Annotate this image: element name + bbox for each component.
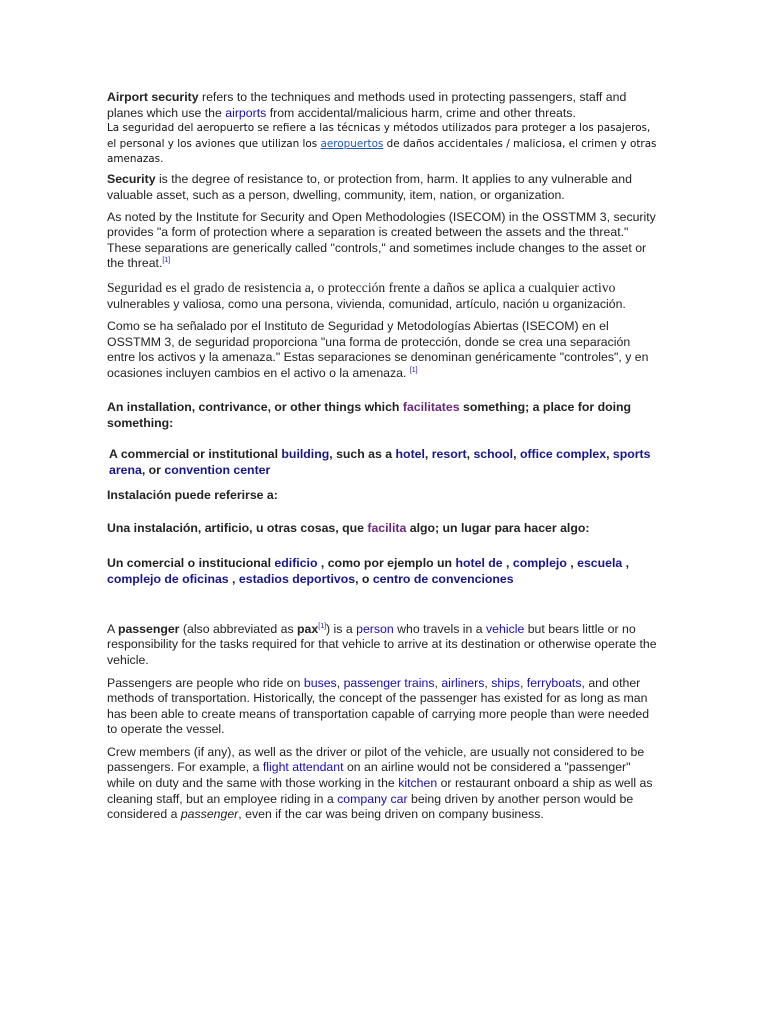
- text: ,: [622, 555, 630, 570]
- text: refers to the techniques and methods used in protecting passengers, staff and planes which use the: [107, 90, 627, 120]
- text: La seguridad del aeropuerto se refiere a las técnicas y métodos utilizados para proteger a los pasajeros, el personal y los aviones que utilizan los: [107, 122, 651, 150]
- emphasis-passenger: passenger: [180, 807, 239, 822]
- link-vehicle[interactable]: vehicle: [486, 621, 525, 636]
- link-flight-attendant[interactable]: flight attendant: [262, 760, 344, 775]
- text: , or: [141, 462, 165, 477]
- link-school[interactable]: school: [473, 446, 514, 461]
- paragraph-seguridad-aeropuerto: [107, 121, 659, 167]
- footnote-ref[interactable]: [1]: [409, 366, 418, 374]
- paragraph-airport-security: [107, 90, 659, 121]
- text: de daños accidentales / maliciosa, el crimen y otras amenazas.: [107, 137, 657, 165]
- text: ,: [336, 675, 344, 690]
- text: An installation, contrivance, or other things which: [107, 399, 403, 414]
- link-office-complex[interactable]: office complex: [519, 446, 607, 461]
- text: ) is a: [326, 621, 357, 636]
- link-buses[interactable]: buses: [303, 675, 337, 690]
- link-airliners[interactable]: airliners: [441, 675, 485, 690]
- link-ferryboats[interactable]: ferryboats: [526, 675, 582, 690]
- text: ,: [606, 446, 613, 461]
- link-complejo[interactable]: complejo: [512, 555, 567, 570]
- paragraph-seguridad: [107, 280, 659, 312]
- text: A commercial or institutional: [109, 446, 282, 461]
- text: on an airline would not be considered a "passenger" while on duty and the same with those working in the: [107, 760, 631, 791]
- text: , and other methods of transportation. Historically, the concept of the passenger has existed for as long as man has been able to create means of transportation capable of carrying more people than were needed to operate the vessel.: [107, 675, 650, 737]
- text: ,: [228, 571, 239, 586]
- paragraph-isecom-es: [107, 319, 659, 381]
- paragraph-isecom: [107, 210, 659, 272]
- text: but bears little or no responsibility for the tasks required for that vehicle to arrive at its destination or otherwise operate the vehicle.: [107, 621, 657, 667]
- text: (also abbreviated as: [179, 621, 298, 636]
- text: Un comercial o institucional: [107, 555, 275, 570]
- link-ships[interactable]: ships: [491, 675, 520, 690]
- paragraph-passengers-ride: [107, 676, 659, 738]
- link-facilitates[interactable]: facilitates: [402, 399, 460, 414]
- link-person[interactable]: person: [356, 621, 394, 636]
- footnote-ref[interactable]: [1]: [162, 257, 171, 265]
- text: ,: [566, 555, 578, 570]
- term-pax: pax: [297, 621, 319, 636]
- link-escuela[interactable]: escuela: [577, 555, 623, 570]
- text: is the degree of resistance to, or protection from, harm. It applies to any vulnerable and valuable asset, such as a person, dwelling, community, item, nation, or organization.: [107, 172, 632, 202]
- serif-lead-text: Seguridad es el grado de resistencia a, o protección frente a daños se aplica a cualquier activo: [107, 279, 616, 295]
- heading-installation: [107, 399, 659, 431]
- link-kitchen[interactable]: kitchen: [398, 776, 438, 791]
- text: ,: [484, 675, 492, 690]
- link-centro-de-convenciones[interactable]: centro de convenciones: [372, 571, 514, 586]
- text: something; a place for doing something:: [107, 399, 632, 430]
- text: , such as a: [329, 446, 396, 461]
- text: or restaurant onboard a ship as well as cleaning staff, but an employee riding in a: [107, 776, 653, 806]
- link-facilita[interactable]: facilita: [367, 521, 407, 536]
- paragraph-security: [107, 172, 659, 203]
- paragraph-passenger: [107, 622, 659, 669]
- footnote-ref[interactable]: [1]: [318, 622, 327, 630]
- text: ,: [466, 446, 474, 461]
- text: A: [107, 621, 118, 636]
- text: ,: [434, 675, 442, 690]
- text: who travels in a: [393, 621, 487, 636]
- heading-un-comercial: [107, 555, 659, 587]
- link-hotel[interactable]: hotel: [395, 446, 425, 461]
- text: , o: [355, 571, 373, 586]
- link-complejo-de-oficinas[interactable]: complejo de oficinas: [107, 571, 229, 586]
- text: algo; un lugar para hacer algo:: [406, 521, 590, 536]
- text: , even if the car was being driven on company business.: [238, 807, 544, 822]
- document-body: [107, 90, 659, 823]
- text: Crew members (if any), as well as the driver or pilot of the vehicle, are usually not considered to be passengers. For example, a: [107, 744, 645, 775]
- link-building[interactable]: building: [281, 446, 330, 461]
- text: being driven by another person would be considered a: [107, 791, 634, 822]
- heading-una-instalacion: [107, 521, 659, 537]
- text: Una instalación, artificio, u otras cosas, que: [107, 521, 368, 536]
- link-sports-arena[interactable]: sports arena: [109, 446, 651, 477]
- text: , como por ejemplo un: [317, 555, 456, 570]
- link-airports[interactable]: airports: [225, 105, 267, 120]
- paragraph-crew-members: [107, 745, 659, 823]
- text: Passengers are people who ride on: [107, 675, 304, 690]
- link-aeropuertos[interactable]: aeropuertos: [320, 137, 384, 150]
- term-security: Security: [107, 172, 156, 187]
- text: ,: [424, 446, 432, 461]
- link-edificio[interactable]: edificio: [274, 555, 318, 570]
- link-company-car[interactable]: company car: [337, 791, 408, 806]
- term-airport-security: Airport security: [107, 90, 199, 104]
- link-passenger-trains[interactable]: passenger trains: [343, 675, 435, 690]
- heading-instalacion: Instalación puede referirse a:: [107, 487, 278, 502]
- term-passenger: passenger: [117, 621, 180, 636]
- link-resort[interactable]: resort: [431, 446, 467, 461]
- text: vulnerables y valiosa, como una persona, vivienda, comunidad, artículo, nación u organización.: [107, 296, 626, 311]
- text: ,: [519, 675, 527, 690]
- link-hotel-de[interactable]: hotel de: [455, 555, 503, 570]
- link-convention-center[interactable]: convention center: [164, 462, 271, 477]
- link-estadios-deportivos[interactable]: estadios deportivos: [238, 571, 356, 586]
- text: ,: [513, 446, 520, 461]
- heading-commercial-building: [109, 446, 659, 478]
- text: As noted by the Institute for Security and Open Methodologies (ISECOM) in the OSSTMM 3, security provides "a form of protection where a separation is created between the assets and the threat." These separations are generically called "controls," and sometimes include changes to the asset or the threat.: [107, 209, 656, 271]
- text: from accidental/malicious harm, crime and other threats.: [266, 105, 576, 120]
- text: Como se ha señalado por el Instituto de Seguridad y Metodologías Abiertas (ISECOM) en el OSSTMM 3, de seguridad proporciona "una forma de protección, donde se crea una separación entre los activos y la amenaza." Estas separaciones se denominan genéricamente "controles", y en ocasiones incluyen cambios en el activo o la amenaza.: [107, 319, 649, 380]
- text: ,: [502, 555, 513, 570]
